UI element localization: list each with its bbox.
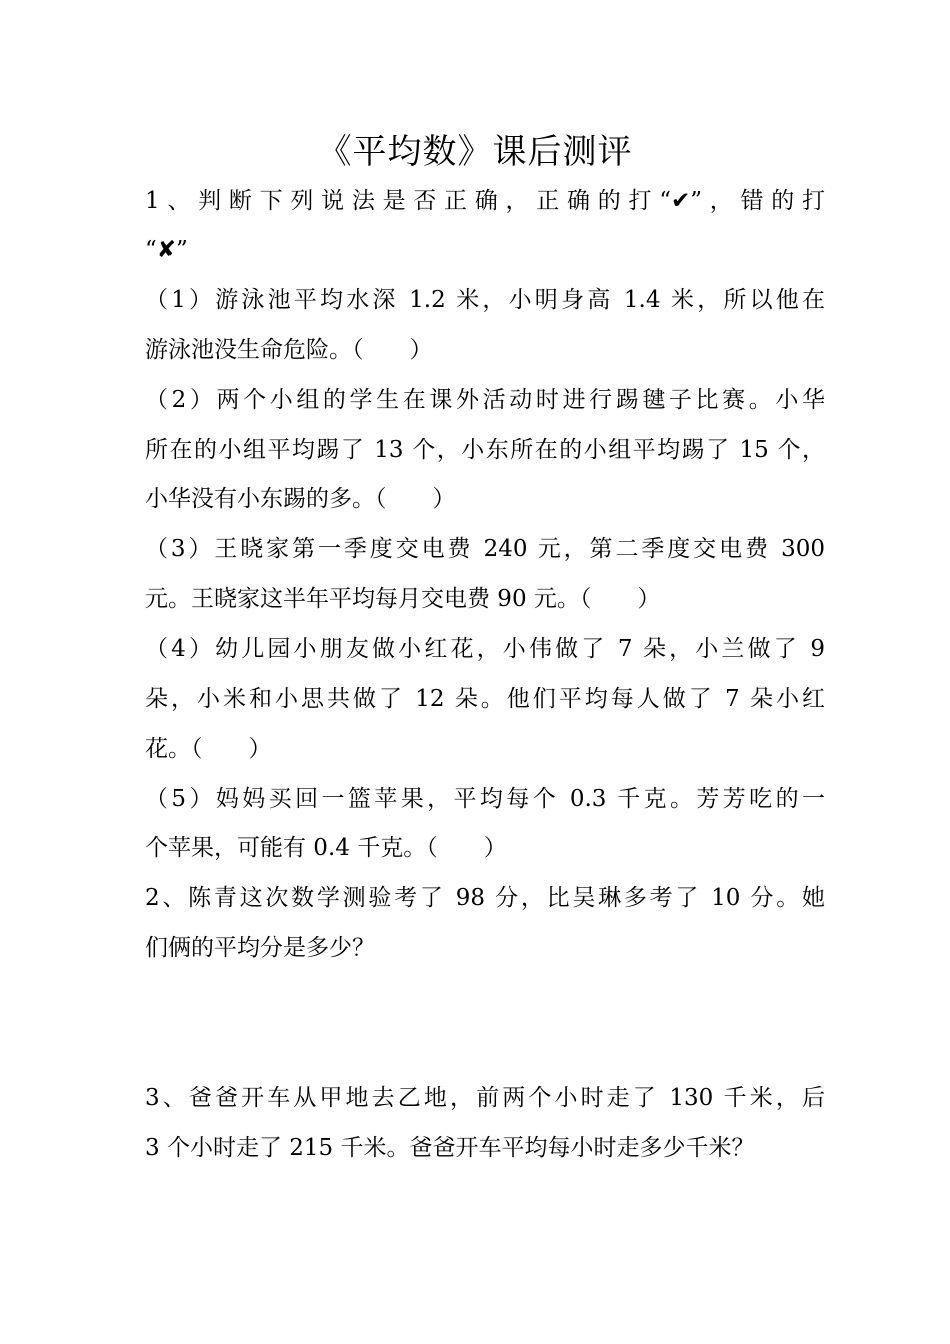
q2-line-2: 们俩的平均分是多少？ <box>145 935 375 961</box>
q1-item-2-line-2: 所在的小组平均踢了 13 个，小东所在的小组平均踢了 15 个， <box>145 437 825 463</box>
page-title: 《平均数》课后测评 <box>317 132 633 172</box>
q3-line-1: 3、爸爸开车从甲地去乙地，前两个小时走了 130 千米，后 <box>145 1085 825 1111</box>
q1-instruction-line-1: 1、判断下列说法是否正确，正确的打“✔”，错的打 <box>145 188 825 214</box>
q2-line-1: 2、陈青这次数学测验考了 98 分，比吴琳多考了 10 分。她 <box>145 885 825 911</box>
q3-line-2: 3 个小时走了 215 千米。爸爸开车平均每小时走多少千米？ <box>145 1135 755 1161</box>
q1-item-1-line-1: （1）游泳池平均水深 1.2 米，小明身高 1.4 米，所以他在 <box>145 287 825 313</box>
q1-item-5-line-1: （5）妈妈买回一篮苹果，平均每个 0.3 千克。芳芳吃的一 <box>145 786 825 812</box>
q1-item-3-line-1: （3）王晓家第一季度交电费 240 元，第二季度交电费 300 <box>145 536 825 562</box>
q1-item-5-line-2: 个苹果，可能有 0.4 千克。（ ） <box>145 835 507 861</box>
q1-item-4-line-2: 朵，小米和小思共做了 12 朵。他们平均每人做了 7 朵小红 <box>145 686 825 712</box>
q1-item-3-line-2: 元。王晓家这半年平均每月交电费 90 元。（ ） <box>145 586 661 612</box>
q1-item-4-line-1: （4）幼儿园小朋友做小红花，小伟做了 7 朵，小兰做了 9 <box>145 636 825 662</box>
q1-item-2-line-1: （2）两个小组的学生在课外活动时进行踢毽子比赛。小华 <box>145 387 825 413</box>
q1-instruction-line-2: “✘” <box>145 237 188 263</box>
q1-item-2-line-3: 小华没有小东踢的多。（ ） <box>145 486 456 512</box>
q1-item-1-line-2: 游泳池没生命危险。（ ） <box>145 337 433 363</box>
q1-item-4-line-3: 花。（ ） <box>145 736 272 762</box>
